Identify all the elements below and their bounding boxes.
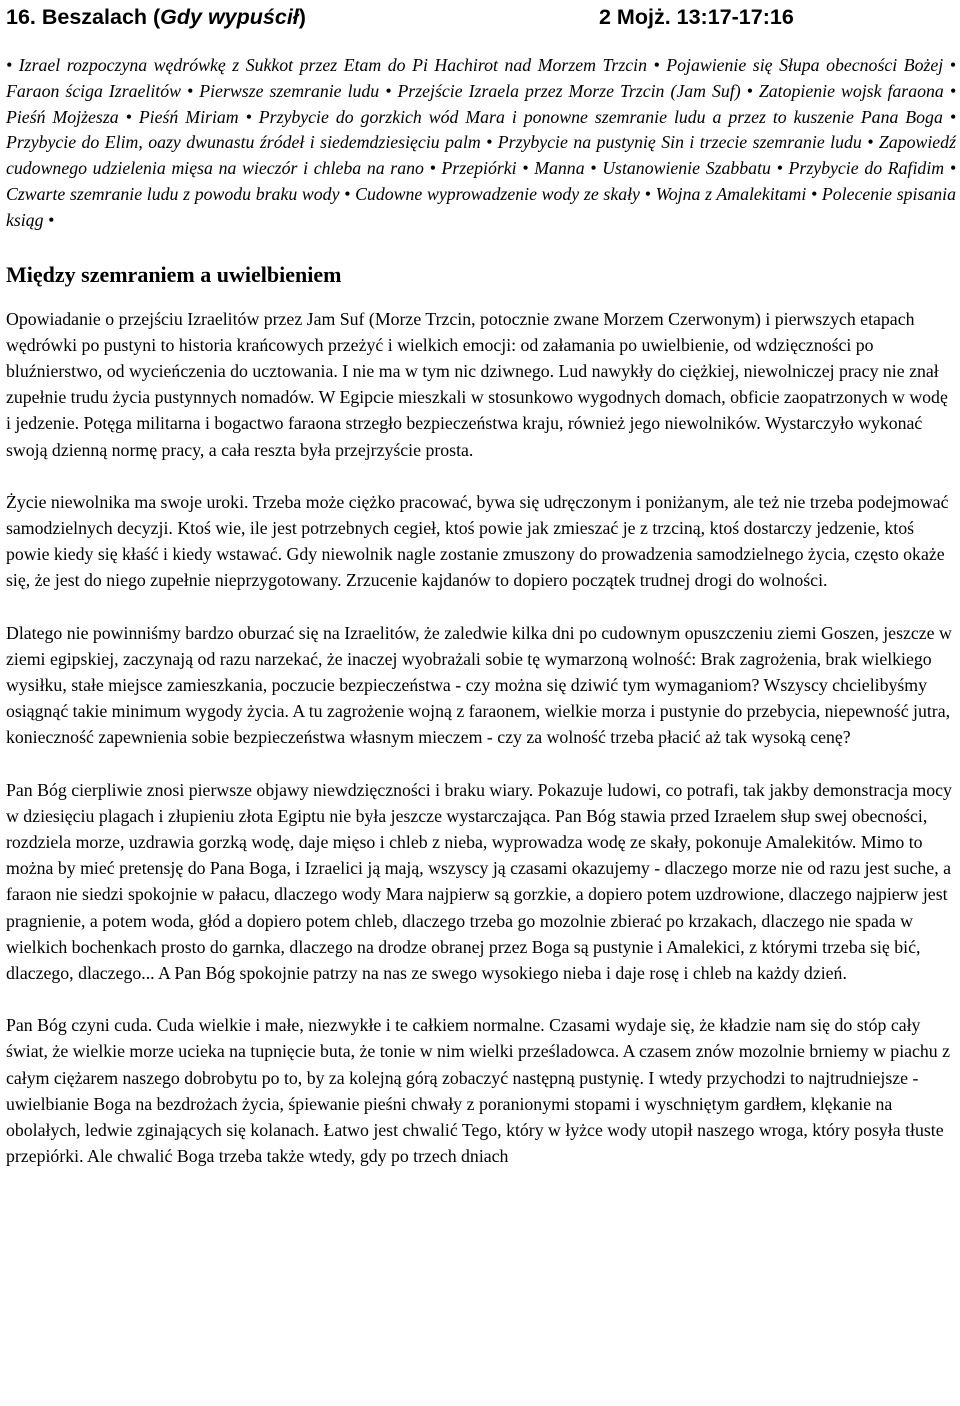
paragraph-2: Życie niewolnika ma swoje uroki. Trzeba może ciężko pracować, bywa się udręczonym i poniżanym, ale też nie trzeba podejmować samodzielnych decyzji. Ktoś wie, ile jest potrzebnych cegieł, ktoś powie jak zmieszać je z trzciną, ktoś dostarczy jedzenie, ktoś powie kiedy się kłaść i kiedy wstawać. Gdy niewolnik nagle zostanie zmuszony do prowadzenia samodzielnego życia, często okaże się, że jest do niego zupełnie nieprzygotowany. Zrzucenie kajdanów to dopiero początek trudnej drogi do wolności. — [6, 491, 949, 591]
summary-item: Cudowne wyprowadzenie wody ze skały — [355, 183, 640, 204]
summary-item: Polecenie spisania ksiąg — [6, 183, 956, 230]
chapter-title-row — [6, 0, 956, 34]
summary-item: Czwarte szemranie ludu z powodu braku wody — [6, 183, 340, 204]
paragraph-3: Dlatego nie powinniśmy bardzo oburzać się na Izraelitów, że zaledwie kilka dni po cudownym opuszczeniu ziemi Goszen, jeszcze w ziemi egipskiej, zaczynają od razu narzekać, że inaczej wyobrażali sobie tę wymarzoną wolność: Brak zagrożenia, brak wielkiego wysiłku, stałe miejsce zamieszkania, poczucie bezpieczeństwa - czy można się dziwić tym wymaganiom? Wszyscy chcielibyśmy osiągnąć takie minimum wygody życia. A tu zagrożenie wojną z faraonem, wielkie morza i pustynie do przebycia, niepewność jutra, konieczność zapewnienia sobie bezpieczeństwa własnym mieczem - czy za wolność trzeba płacić aż tak wysoką cenę? — [6, 622, 952, 748]
summary-item: Przybycie do Elim, oazy dwunastu źródeł i siedemdziesięciu palm — [6, 132, 481, 153]
scripture-reference: 2 Mojż. 13:17-17:16 — [599, 5, 794, 29]
summary-item: Przepiórki — [441, 158, 517, 179]
summary-item: Przybycie do Rafidim — [788, 158, 945, 179]
summary-item: Pieśń Mojżesza — [6, 106, 119, 127]
chapter-title-italic: Gdy wypuścił — [160, 5, 299, 29]
summary-item: Pieśń Miriam — [138, 106, 239, 127]
document-page — [6, 0, 956, 1169]
paragraph-5: Pan Bóg czyni cuda. Cuda wielkie i małe, niezwykłe i te całkiem normalne. Czasami wydaje się, że kładzie nam się do stóp cały świat, że wielkie morze ucieka na tupnięcie buta, że tonie w nim wielki prześladowca. A czasem znów mozolnie brniemy w piachu z całym ciężarem naszego dobrobytu po to, by za kolejną górą zobaczyć następną pustynię. I wtedy przychodzi to najtrudniejsze - uwielbianie Boga na bezdrożach życia, śpiewanie pieśni chwały z poranionymi stopami i wyschniętym gardłem, klękanie na obolałych, ledwie zginających się kolanach. Łatwo jest chwalić Tego, który w łyżce wody utopił naszego wroga, który posyła tłuste przepiórki. Ale chwalić Boga trzeba także wtedy, gdy po trzech dniach — [6, 1015, 951, 1167]
paragraph-4: Pan Bóg cierpliwie znosi pierwsze objawy niewdzięczności i braku wiary. Pokazuje ludowi, co potrafi, tak jakby demonstracja mocy w dziesięciu plagach i złupieniu złota Egiptu nie była jeszcze wystarczająca. Pan Bóg stawia przed Izraelem słup swej obecności, rozdziela morze, uzdrawia gorzką wodę, daje mięso i chleb z nieba, wyprowadza wodę ze skały, pokonuje Amalekitów. Mimo to można by mieć pretensję do Pana Boga, i Izraelici ją mają, wszyscy ją czasami okazujemy - dlaczego morze nie od razu jest suche, a faraon nie siedzi spokojnie w pałacu, dlaczego wody Mara najpierw są gorzkie, a dopiero potem uzdrowione, dlaczego najpierw jest pragnienie, a potem woda, głód a dopiero potem chleb, dlaczego trzeba go mozolnie zbierać po krzakach, dlaczego nie spada w wielkich bochenkach prosto do garnka, dlaczego na drodze obranej przez Boga są pustynie i Amalekici, z którymi trzeba się bić, dlaczego, dlaczego... A Pan Bóg spokojnie patrzy na nas ze swego wysokiego nieba i daje rosę i chleb na każdy dzień. — [6, 779, 952, 984]
summary-item: Przejście Izraela przez Morze Trzcin (Jam Suf) — [397, 80, 741, 101]
summary-item: Przybycie do gorzkich wód Mara i ponowne szemranie ludu a przez to kuszenie Pana Boga — [258, 106, 943, 127]
summary-item: Manna — [534, 158, 585, 179]
chapter-summary: • Izrael rozpoczyna wędrówkę z Sukkot przez Etam do Pi Hachirot nad Morzem Trzcin • Pojawienie się Słupa obecności Bożej • Faraon ściga Izraelitów • Pierwsze szemranie ludu • Przejście Izraela przez Morze Trzcin (Jam Suf) • Zatopienie wojsk faraona • Pieśń Mojżesza • Pieśń Miriam • Przybycie do gorzkich wód Mara i ponowne szemranie ludu a przez to kuszenie Pana Boga • Przybycie do Elim, oazy dwunastu źródeł i siedemdziesięciu palm • Przybycie na pustynię Sin i trzecie szemranie ludu • Zapowiedź cudownego udzielenia mięsa na wieczór i chleba na rano • Przepiórki • Manna • Ustanowienie Szabbatu • Przybycie do Rafidim • Czwarte szemranie ludu z powodu braku wody • Cudowne wyprowadzenie wody ze skały • Wojna z Amalekitami • Polecenie spisania ksiąg • — [6, 55, 957, 230]
chapter-title-prefix: 16. Beszalach ( — [6, 5, 161, 29]
summary-item: Wojna z Amalekitami — [655, 183, 807, 204]
summary-item: Ustanowienie Szabbatu — [602, 158, 771, 179]
summary-item: Pojawienie się Słupa obecności Bożej — [666, 55, 944, 75]
paragraph-1: Opowiadanie o przejściu Izraelitów przez Jam Suf (Morze Trzcin, potocznie zwane Morzem Czerwonym) i pierwszych etapach wędrówki po pustyni to historia krańcowych przeżyć i wielkich emocji: od załamania po uwielbienie, od wdzięczności po bluźnierstwo, od wycieńczenia do ucztowania. I nie ma w tym nic dziwnego. Lud nawykły do ciężkiej, niewolniczej pracy nie znał zupełnie trudu życia pustynnych nomadów. W Egipcie mieszkali w stosunkowo wygodnych domach, obficie zaopatrzonych w wodę i jedzenie. Potęga militarna i bogactwo faraona strzegło bezpieczeństwa kraju, również jego niewolników. Wystarczyło wykonać swoją dzienną normę pracy, a cała reszta była przejrzyście prosta. — [6, 308, 948, 460]
summary-item: Faraon ściga Izraelitów — [6, 80, 181, 101]
summary-item: Pierwsze szemranie ludu — [199, 80, 380, 101]
section-heading: Między szemraniem a uwielbieniem — [6, 261, 342, 287]
summary-item: Przybycie na pustynię Sin i trzecie szemranie ludu — [497, 132, 862, 153]
chapter-title-suffix: ) — [298, 5, 306, 29]
summary-item: Izrael rozpoczyna wędrówkę z Sukkot przez Etam do Pi Hachirot nad Morzem Trzcin — [18, 55, 647, 75]
summary-item: Zatopienie wojsk faraona — [758, 80, 944, 101]
summary-item: Zapowiedź cudownego udzielenia mięsa na wieczór i chleba na rano — [6, 132, 956, 179]
chapter-title — [6, 0, 306, 34]
